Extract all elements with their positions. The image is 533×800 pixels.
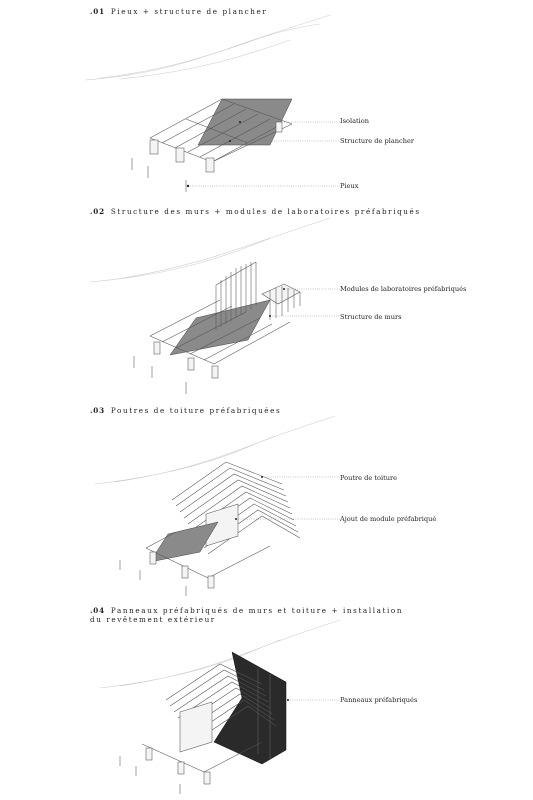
- step-04-title-text-line1: Panneaux préfabriqués de murs et toiture + installation: [110, 606, 404, 615]
- step-03-title-text: Poutres de toiture préfabriquées: [110, 406, 282, 415]
- step-02-drawing: [90, 218, 340, 394]
- label-poutre-de-toiture: Poutre de toiture: [340, 474, 398, 482]
- step-01-wind-wisp: [85, 15, 330, 80]
- label-pieux: Pieux: [340, 182, 359, 190]
- step-03-wind-wisp: [95, 416, 335, 484]
- step-03-drawing: [95, 416, 340, 596]
- step-02-title-text: Structure des murs + modules de laboratoires préfabriqués: [110, 207, 421, 216]
- step-03-number: .03: [90, 406, 105, 415]
- step-01-drawing: [85, 15, 340, 192]
- step-04-drawing: [100, 620, 340, 794]
- label-structure-de-plancher: Structure de plancher: [340, 137, 415, 145]
- step-02-piles: [134, 356, 186, 394]
- step-02-wind-wisp: [90, 218, 330, 282]
- label-modules-laboratoires: Modules de laboratoires préfabriqués: [340, 285, 467, 293]
- step-04-roof-panels: [214, 652, 286, 764]
- step-04-title-text-line2: du revêtement extérieur: [90, 615, 216, 624]
- label-panneaux-prefabriques: Panneaux préfabriqués: [340, 696, 418, 704]
- step-04-wind-wisp: [100, 620, 340, 688]
- step-02-floor-slab: [170, 300, 270, 355]
- step-01-piles: [132, 158, 189, 192]
- label-ajout-de-module: Ajout de module préfabriqué: [340, 515, 437, 523]
- step-04-piles: [120, 756, 180, 794]
- step-04-prefab-module: [180, 702, 212, 752]
- step-01-number: .01: [90, 7, 105, 16]
- step-04-number: .04: [90, 606, 105, 615]
- step-01-title-text: Pieux + structure de plancher: [110, 7, 268, 16]
- step-02-number: .02: [90, 207, 105, 216]
- step-03-piles: [120, 560, 186, 596]
- label-structure-de-murs: Structure de murs: [340, 313, 402, 321]
- label-isolation: Isolation: [340, 117, 369, 125]
